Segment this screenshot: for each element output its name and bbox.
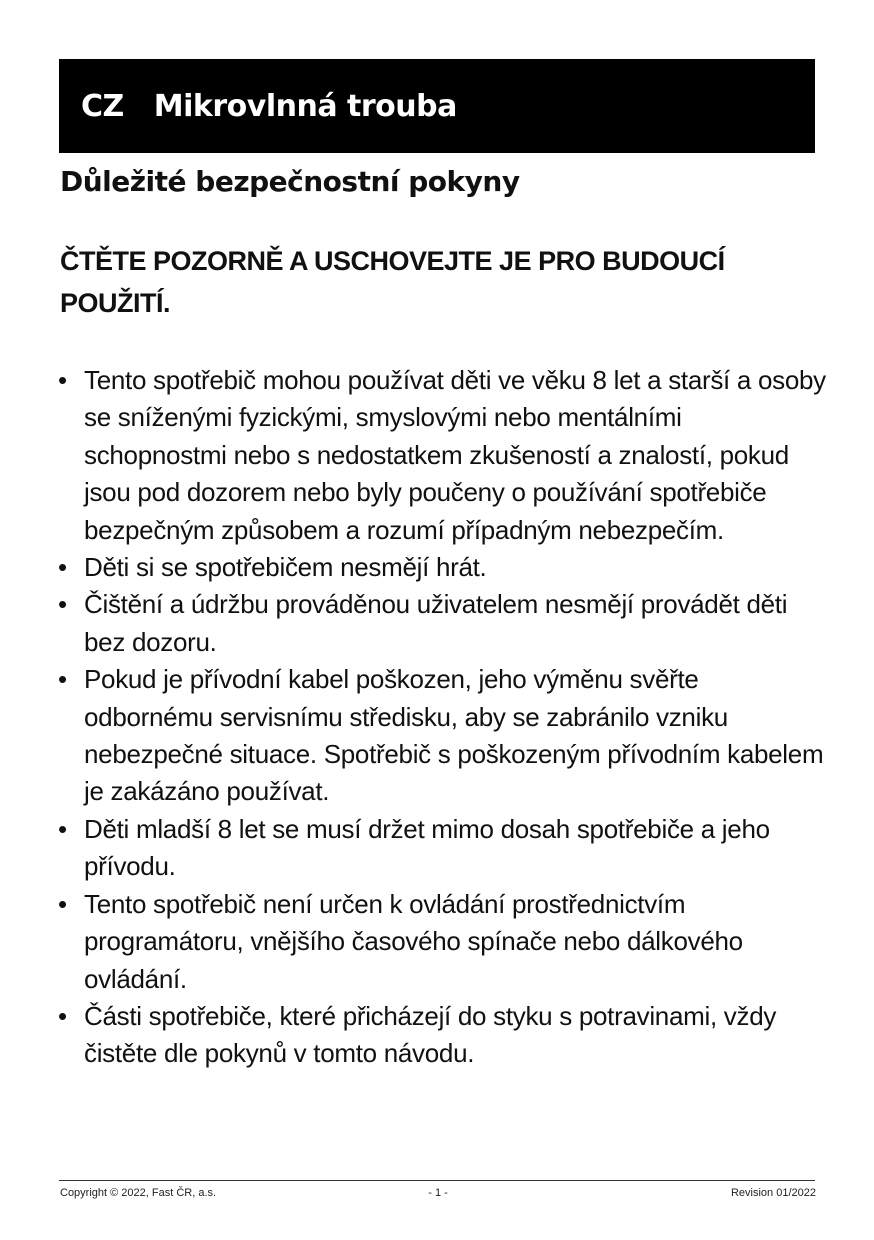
revision-text: Revision 01/2022	[730, 1187, 816, 1199]
list-item-text: Tento spotřebič není určen k ovládání prostřednictvím programátoru, vnějšího časového spínače nebo dálkového ovládání.	[84, 888, 743, 994]
safety-instructions-list	[56, 362, 826, 1073]
copyright-text: Copyright © 2022, Fast ČR, a.s.	[60, 1187, 217, 1199]
bullet-icon: •	[58, 589, 67, 620]
page-number: - 1 -	[428, 1187, 448, 1199]
list-item-text: Děti mladší 8 let se musí držet mimo dosah spotřebiče a jeho přívodu.	[84, 813, 770, 882]
list-item	[56, 998, 826, 1073]
bullet-icon: •	[58, 365, 67, 395]
list-item-text: Pokud je přívodní kabel poškozen, jeho výměnu svěřte odbornému servisnímu středisku, aby se zabránilo vzniku nebezpečné situace. Spotřebič s poškozeným přívodním kabelem je zakázáno používat.	[84, 664, 824, 807]
list-item-text: Čištění a údržbu prováděnou uživatelem nesmějí provádět děti bez dozoru.	[84, 589, 788, 657]
language-code: CZ	[81, 88, 124, 124]
list-item	[56, 586, 826, 661]
list-item	[56, 549, 826, 586]
bullet-icon: •	[58, 552, 67, 583]
list-item	[56, 886, 826, 998]
list-item-text: Tento spotřebič mohou používat děti ve věku 8 let a starší a osoby se sníženými fyzickými, smyslovými nebo mentálními schopnostmi nebo s nedostatkem zkušeností a znalostí, pokud jsou pod dozorem nebo byly poučeny o používání spotřebiče bezpečným způsobem a rozumí případným nebezpečím.	[84, 365, 826, 545]
list-item-text: Děti si se spotřebičem nesmějí hrát.	[84, 552, 487, 583]
bullet-icon: •	[58, 888, 67, 919]
list-item	[56, 661, 826, 811]
bullet-icon: •	[58, 813, 67, 844]
footer-divider	[59, 1180, 815, 1181]
bullet-icon: •	[58, 1000, 67, 1031]
bullet-icon: •	[58, 664, 67, 695]
section-heading: Důležité bezpečnostní pokyny	[60, 165, 520, 198]
document-title: Mikrovlnná trouba	[153, 88, 457, 124]
list-item	[56, 811, 826, 886]
warning-text: ČTĚTE POZORNĚ A USCHOVEJTE JE PRO BUDOUCÍ POUŽITÍ.	[60, 246, 725, 318]
list-item-text: Části spotřebiče, které přicházejí do styku s potravinami, vždy čistěte dle pokynů v tomto návodu.	[84, 1000, 777, 1069]
header-bar	[59, 59, 815, 153]
list-item	[56, 362, 826, 549]
